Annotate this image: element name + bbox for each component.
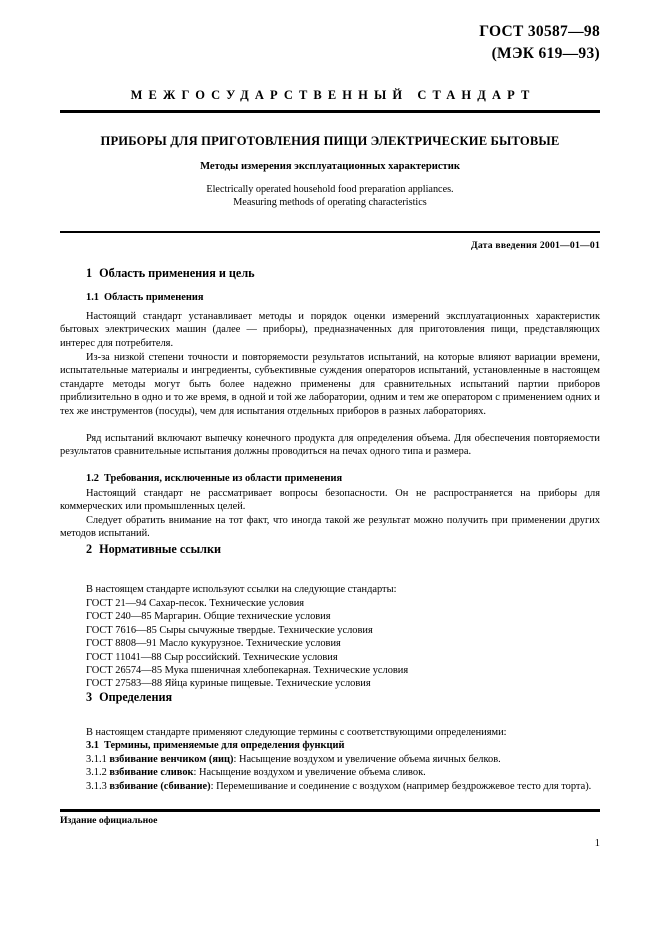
definition-text: : Насыщение воздухом и увеличение объема сливок.	[193, 767, 426, 779]
section-1-1-number: 1.1	[86, 292, 99, 303]
section-3-title: Определения	[99, 690, 173, 704]
page-title-english	[60, 183, 600, 209]
section-1-heading	[60, 266, 626, 281]
definition-item	[60, 766, 600, 779]
standard-number-block	[60, 22, 600, 64]
section-1-2-heading	[60, 473, 626, 484]
section-3-heading	[60, 690, 626, 705]
section-1-paragraph-1: Настоящий стандарт устанавливает методы и порядок оценки измерений эксплуатационных характеристик бытовых электрических машин (далее — приборы), предназначенных для приготовления пищи, представляющих интерес для потребителя.	[60, 311, 600, 349]
section-1-paragraph-5: Следует обратить внимание на тот факт, что иногда такой же результат можно получить при применении других методов испытаний.	[60, 515, 600, 540]
list-item: ГОСТ 11041—88 Сыр российский. Технические условия	[86, 651, 338, 663]
definition-list	[60, 753, 600, 793]
page-number: 1	[594, 838, 600, 849]
definition-item	[60, 780, 600, 793]
section-3-number: 3	[86, 690, 93, 704]
definition-text: : Перемешивание и соединение с воздухом (например бездрожжевое тесто для торта).	[210, 780, 592, 792]
definition-number: 3.1.2	[86, 767, 107, 779]
section-2-heading	[60, 542, 626, 557]
header-divider	[60, 110, 600, 113]
section-1-1-heading	[60, 292, 626, 303]
section-3-1-number: 3.1	[86, 740, 99, 751]
standard-number-alt: (МЭК 619—93)	[491, 45, 600, 62]
section-2-number: 2	[86, 542, 93, 556]
definition-text: : Насыщение воздухом и увеличение объема яичных белков.	[233, 754, 501, 765]
section-1-paragraph-2: Из-за низкой степени точности и повторяемости результатов испытаний, на которые влияют вариации времени, испытательные материалы и ингредиенты, субъективные суждения операторов испытаний, установленные в настоящем стандарте методы могут быть более надежно применены для сравнительных испытаний партии приборов приблизительно в одно и то же время, в одной и той же лаборатории, одним и тем же оператором с применением одних и тех же инструментов (посуды), чем для испытания отдельных приборов в разных лабораториях.	[60, 352, 600, 417]
definition-item	[60, 753, 600, 766]
section-3-1-title: Термины, применяемые для определения функций	[104, 740, 345, 751]
section-3-lead: В настоящем стандарте применяют следующие термины с соответствующими определениями:	[86, 727, 507, 738]
page-title: ПРИБОРЫ ДЛЯ ПРИГОТОВЛЕНИЯ ПИЩИ ЭЛЕКТРИЧЕСКИЕ БЫТОВЫЕ	[100, 134, 560, 148]
section-1-paragraph-3: Ряд испытаний включают выпечку конечного продукта для определения объема. Для обеспечения повторяемости результатов сравнительные испытания должны проводиться на печах одного типа и размера.	[60, 433, 600, 458]
title-en-line-1: Electrically operated household food preparation appliances.	[206, 184, 454, 195]
definition-term: взбивание сливок	[109, 767, 194, 779]
section-1-number: 1	[86, 266, 93, 280]
definition-number: 3.1.1	[86, 754, 107, 765]
title-en-line-2: Measuring methods of operating characteristics	[233, 197, 427, 208]
masthead-title: МЕЖГОСУДАРСТВЕННЫЙ СТАНДАРТ	[130, 88, 536, 102]
section-3-1-heading	[60, 740, 626, 751]
normative-reference-list	[60, 597, 600, 691]
definition-term: взбивание венчиком (яиц)	[109, 754, 234, 765]
section-1-2-title: Требования, исключенные из области применения	[104, 473, 343, 484]
definition-number: 3.1.3	[86, 780, 107, 792]
intro-divider	[60, 231, 600, 233]
page-subtitle: Методы измерения эксплуатационных характеристик	[200, 161, 460, 172]
standard-number: ГОСТ 30587—98	[479, 23, 600, 40]
footer-divider	[60, 809, 600, 812]
definition-term: взбивание (сбивание)	[109, 780, 211, 792]
list-item: ГОСТ 240—85 Маргарин. Общие технические условия	[86, 611, 331, 623]
list-item: ГОСТ 21—94 Сахар-песок. Технические условия	[86, 598, 305, 609]
section-1-paragraph-4: Настоящий стандарт не рассматривает вопросы безопасности. Он не распространяется на приборы для коммерческих или промышленных целей.	[60, 488, 600, 513]
section-2-lead: В настоящем стандарте используют ссылки на следующие стандарты:	[86, 584, 397, 595]
section-1-title: Область применения и цель	[99, 266, 255, 280]
list-item: ГОСТ 27583—88 Яйца куриные пищевые. Технические условия	[86, 678, 371, 690]
section-1-1-title: Область применения	[104, 292, 204, 303]
list-item: ГОСТ 8808—91 Масло кукурузное. Технические условия	[86, 638, 341, 650]
section-1-2-number: 1.2	[86, 473, 99, 484]
footer-note: Издание официальное	[60, 815, 158, 826]
list-item: ГОСТ 26574—85 Мука пшеничная хлебопекарная. Технические условия	[86, 665, 409, 677]
list-item: ГОСТ 7616—85 Сыры сычужные твердые. Технические условия	[86, 624, 373, 636]
introduction-date: Дата введения 2001—01—01	[471, 240, 600, 251]
section-2-title: Нормативные ссылки	[99, 542, 222, 556]
